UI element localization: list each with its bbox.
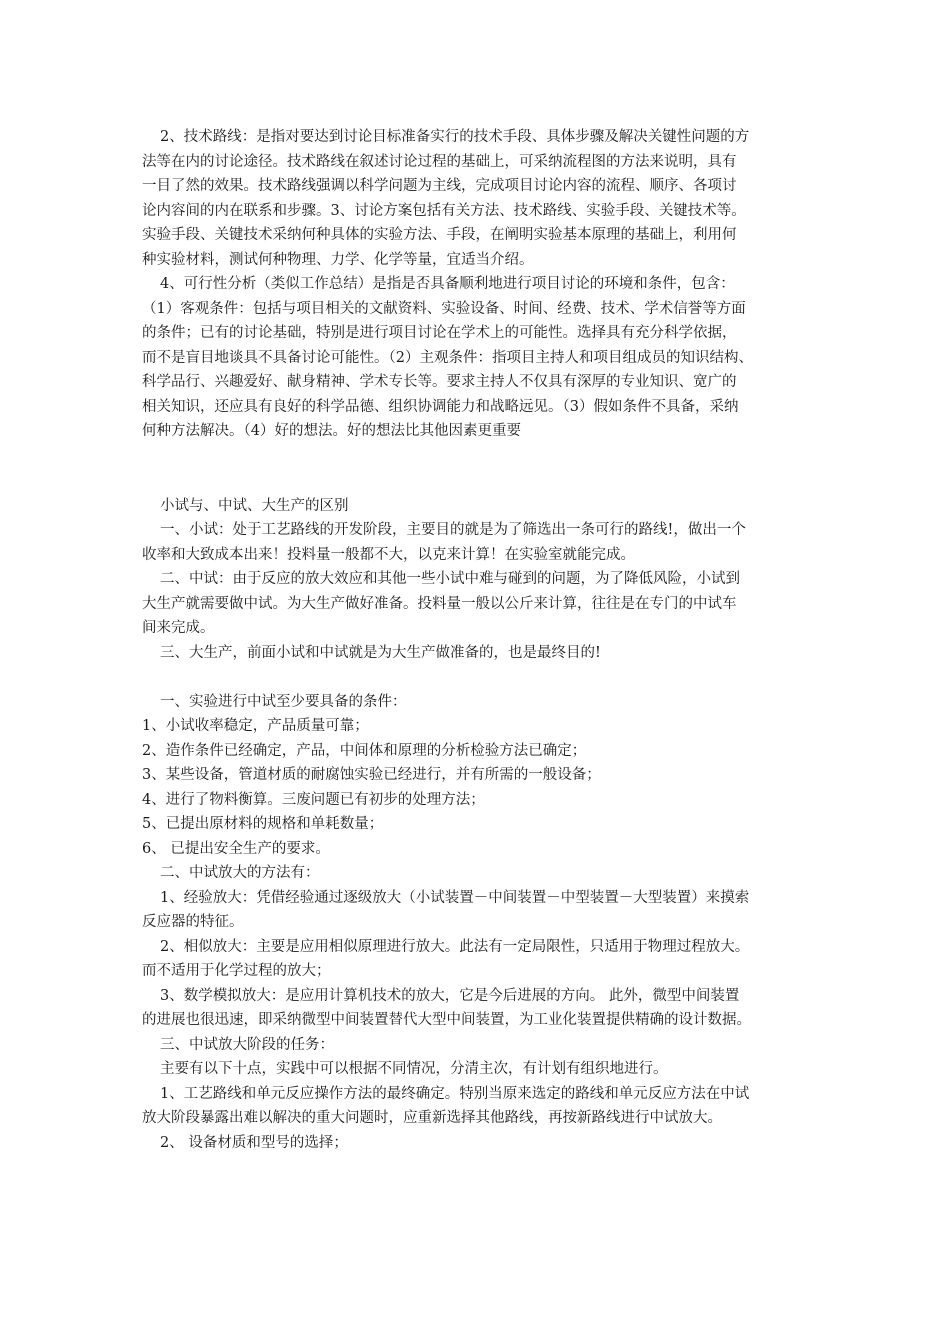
- paragraph-line: 何种方法解决。（4）好的想法。好的想法比其他因素更重要: [142, 423, 521, 439]
- document-body: [142, 125, 822, 1155]
- list-item: 1、工艺路线和单元反应操作方法的最终确定。特别当原来选定的路线和单元反应方法在中试: [160, 1085, 750, 1102]
- paragraph-line: 法等在内的讨论途径。技术路线在叙述讨论过程的基础上，可采纳流程图的方法来说明，具有: [142, 153, 737, 170]
- paragraph-line: 间来完成。: [142, 620, 215, 636]
- list-item: 3、数学模拟放大：是应用计算机技术的放大，它是今后进展的方向。 此外，微型中间装置: [160, 987, 740, 1004]
- list-item: 2、相似放大：主要是应用相似原理进行放大。此法有一定局限性，只适用于物理过程放大。: [160, 938, 750, 955]
- list-item-continuation: 而不适用于化学过程的放大；: [142, 963, 331, 979]
- paragraph-line: 的条件；已有的讨论基础，特别是进行项目讨论在学术上的可能性。选择具有充分科学依据，: [142, 325, 737, 341]
- paragraph-line: 实验手段、关键技术采纳何种具体的实验方法、手段，在阐明实验基本原理的基础上，利用何: [142, 227, 737, 243]
- list-item-continuation: 反应器的特征。: [142, 914, 244, 930]
- list-heading: 三、中试放大阶段的任务：: [160, 1036, 334, 1053]
- list-heading: 一、实验进行中试至少要具备的条件：: [160, 693, 407, 710]
- paragraph-line: 种实验材料，测试何种物理、力学、化学等量，宜适当介绍。: [142, 251, 534, 268]
- section-spacer: [142, 444, 822, 494]
- section-pilot-requirements: [142, 690, 822, 1156]
- paragraph-line: 二、中试：由于反应的放大效应和其他一些小试中难与碰到的问题，为了降低风险，小试到: [160, 571, 740, 587]
- paragraph-line: 主要有以下十点，实践中可以根据不同情况，分清主次，有计划有组织地进行。: [160, 1061, 668, 1077]
- paragraph-line: （1）客观条件：包括与项目相关的文献资料、实验设备、时间、经费、技术、学术信誉等方面: [142, 300, 746, 317]
- list-item: 1、小试收率稳定，产品质量可靠；: [142, 718, 369, 734]
- list-item-continuation: 放大阶段暴露出难以解决的重大问题时，应重新选择其他路线，再按新路线进行中试放大。: [142, 1110, 722, 1126]
- paragraph-line: 三、大生产，前面小试和中试就是为大生产做准备的，也是最终目的!: [160, 644, 601, 661]
- section-scale-comparison: [142, 494, 822, 666]
- paragraph-line: 科学品行、兴趣爱好、献身精神、学术专长等。要求主持人不仅具有深厚的专业知识、宽广的: [142, 374, 737, 390]
- paragraph-line: 论内容间的内在联系和步骤。3、讨论方案包括有关方法、技术路线、实验手段、关键技术等。: [142, 202, 746, 219]
- paragraph-line: 相关知识，还应具有良好的科学品德、组织协调能力和战略远见。（3）假如条件不具备，采纳: [142, 398, 739, 415]
- paragraph-line: 4、可行性分析（类似工作总结）是指是否具备顺利地进行项目讨论的环境和条件，包含：: [160, 276, 735, 292]
- paragraph-line: 收率和大致成本出来！投料量一般都不大，以克来计算！在实验室就能完成。: [142, 546, 635, 563]
- paragraph-line: 一目了然的效果。技术路线强调以科学问题为主线，完成项目讨论内容的流程、顺序、各项讨: [142, 178, 737, 194]
- list-item: 3、某些设备，管道材质的耐腐蚀实验已经进行，并有所需的一般设备；: [142, 767, 601, 783]
- list-item: 5、已提出原材料的规格和单耗数量；: [142, 816, 384, 832]
- paragraph-line: 而不是盲目地谈具不具备讨论可能性。（2）主观条件：指项目主持人和项目组成员的知识结构、: [142, 349, 753, 366]
- list-item-continuation: 的进展也很迅速，即采纳微型中间装置替代大型中间装置，为工业化装置提供精确的设计数据。: [142, 1012, 751, 1028]
- paragraph-line: 2、技术路线：是指对要达到讨论目标准备实行的技术手段、具体步骤及解决关键性问题的方: [160, 129, 750, 145]
- paragraph-line: 一、小试：处于工艺路线的开发阶段，主要目的就是为了筛选出一条可行的路线!，做出一个: [160, 522, 746, 538]
- list-heading: 二、中试放大的方法有：: [160, 865, 320, 881]
- list-item: 2、 设备材质和型号的选择；: [160, 1134, 348, 1151]
- section-technical-route: [142, 125, 822, 444]
- list-item: 4、进行了物料衡算。三废问题已有初步的处理方法；: [142, 791, 485, 808]
- list-item: 2、造作条件已经确定，产品，中间体和原理的分析检验方法已确定；: [142, 742, 587, 759]
- paragraph-line: 大生产就需要做中试。为大生产做好准备。投料量一般以公斤来计算，往往是在专门的中试车: [142, 595, 737, 612]
- section-title: 小试与、中试、大生产的区别: [160, 497, 349, 514]
- section-spacer: [142, 665, 822, 690]
- list-item: 6、 已提出安全生产的要求。: [142, 840, 330, 857]
- list-item: 1、经验放大：凭借经验通过逐级放大（小试装置－中间装置－中型装置－大型装置）来摸索: [160, 889, 750, 906]
